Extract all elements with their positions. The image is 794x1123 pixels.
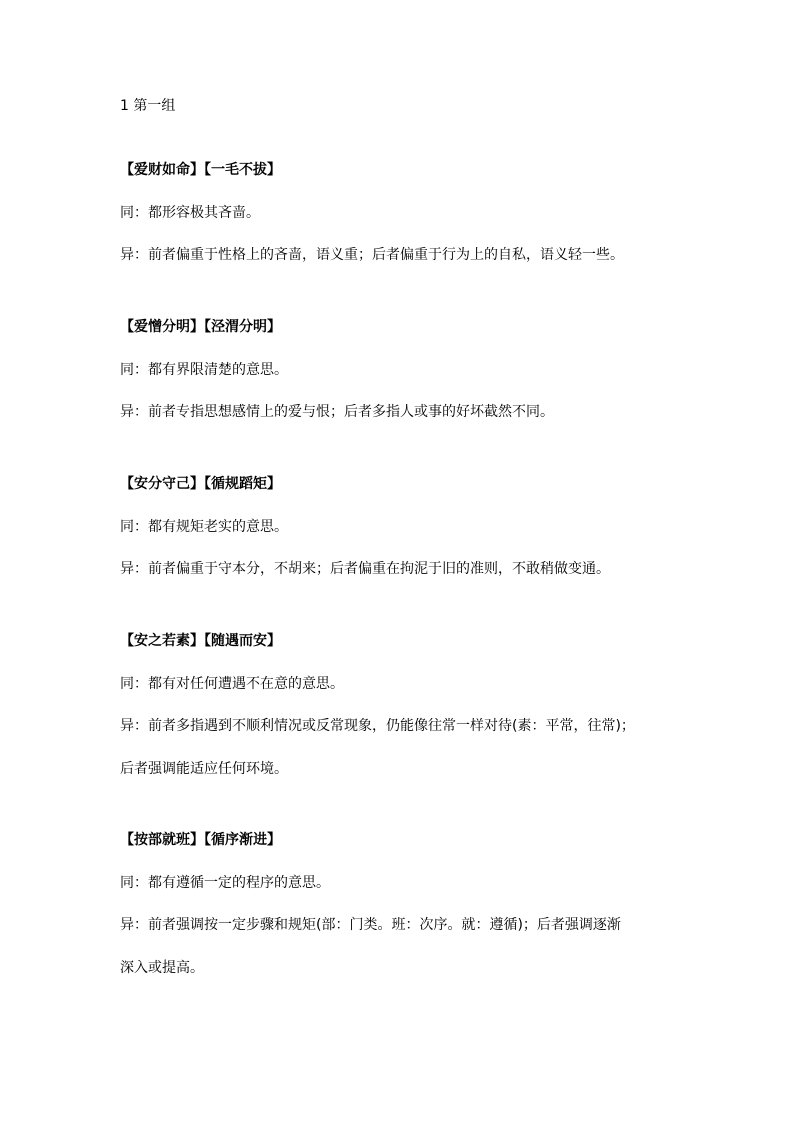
idiom-pair-heading: 【安之若素】【随遇而安】 (120, 633, 281, 649)
idiom-pair-heading: 【爱财如命】【一毛不拔】 (120, 162, 281, 178)
idiom-section-1 (120, 160, 710, 265)
similarity-text: 同：都有对任何遭遇不在意的意思。 (120, 676, 344, 692)
similarity-text: 同：都有遵循一定的程序的意思。 (120, 875, 330, 891)
difference-text: 异：前者专指思想感情上的爱与恨；后者多指人或事的好坏截然不同。 (120, 404, 554, 420)
idiom-section-2 (120, 317, 710, 422)
difference-text: 异：前者强调按一定步骤和规矩(部：门类。班：次序。就：遵循)；后者强调逐渐 (120, 917, 621, 933)
idiom-pair-heading: 【安分守己】【循规蹈矩】 (120, 476, 281, 492)
difference-text-continued: 后者强调能适应任何环境。 (120, 761, 288, 777)
similarity-text: 同：都有规矩老实的意思。 (120, 519, 288, 535)
difference-text: 异：前者偏重于性格上的吝啬，语义重；后者偏重于行为上的自私，语义轻一些。 (120, 247, 624, 263)
idiom-section-4 (120, 631, 710, 779)
idiom-section-3 (120, 474, 710, 579)
difference-text: 异：前者偏重于守本分，不胡来；后者偏重在拘泥于旧的准则，不敢稍做变通。 (120, 561, 610, 577)
idiom-section-5 (120, 830, 710, 978)
difference-text: 异：前者多指遇到不顺利情况或反常现象，仍能像往常一样对待(素：平常，往常)； (120, 718, 635, 734)
difference-text-continued: 深入或提高。 (120, 960, 204, 976)
idiom-pair-heading: 【按部就班】【循序渐进】 (120, 832, 281, 848)
similarity-text: 同：都形容极其吝啬。 (120, 205, 260, 221)
group-title: 1 第一组 (120, 98, 176, 114)
idiom-pair-heading: 【爱憎分明】【泾渭分明】 (120, 319, 281, 335)
similarity-text: 同：都有界限清楚的意思。 (120, 362, 288, 378)
